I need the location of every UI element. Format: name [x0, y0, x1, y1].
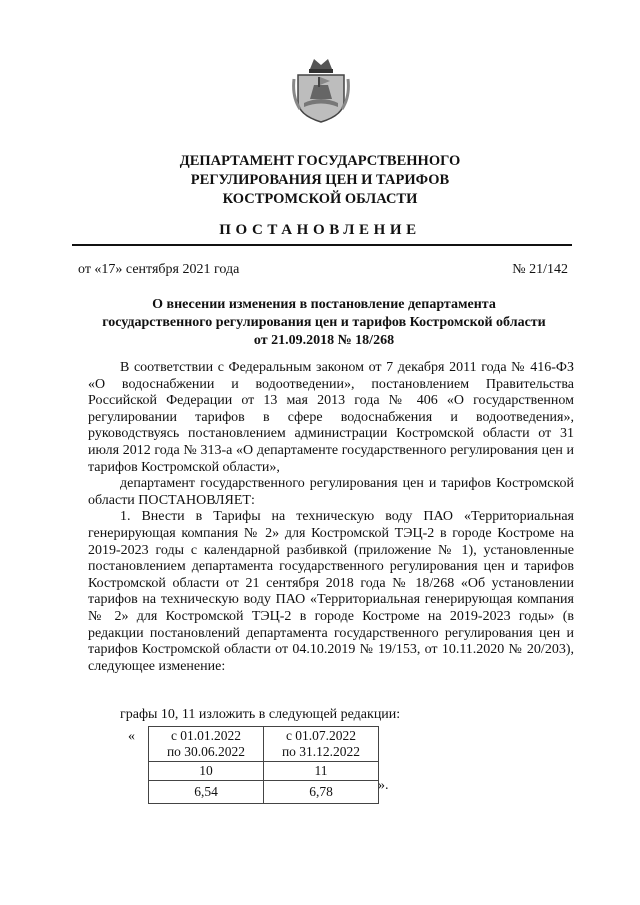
body-paragraph: департамент государственного регулирования цен и тарифов Костромской области ПОСТАНОВЛЯЕТ:: [88, 476, 574, 508]
subject-line: О внесении изменения в постановление департамента: [152, 297, 496, 312]
table-header-cell: [264, 727, 379, 762]
department-line: РЕГУЛИРОВАНИЯ ЦЕН И ТАРИФОВ: [190, 172, 450, 188]
tariff-value-cell: 6,78: [264, 781, 379, 804]
table-header-cell: [149, 727, 264, 762]
document-subject: [80, 296, 568, 350]
department-line: КОСТРОМСКОЙ ОБЛАСТИ: [222, 191, 418, 207]
column-number-cell: 10: [149, 762, 264, 781]
body-paragraph: 1. Внести в Тарифы на техническую воду ПАО «Территориальная генерирующая компания № 2» для Костромской ТЭЦ-2 в городе Костроме на 2019-2023 годы с календарной разбивкой (приложение № 1), установленные постановлением департамента государственного регулирования цен и тарифов Костромской области от 21 сентября 2018 года № 18/268 «Об установлении тарифов на техническую воду ПАО «Территориальная генерирующая компания № 2» для Костромской ТЭЦ-2 в городе Костроме на 2019-2023 годы» (в редакции постановлений департамента государственного регулирования цен и тарифов Костромской области от 04.10.2019 № 19/153, от 10.11.2020 № 20/203), следующее изменение:: [88, 509, 574, 674]
table-column-number-row: [149, 762, 379, 781]
period-end: по 30.06.2022: [166, 744, 246, 759]
document-body: [88, 360, 574, 675]
table-close-quote: ».: [378, 778, 389, 793]
period-start: с 01.01.2022: [170, 728, 242, 743]
tariff-value-cell: 6,54: [149, 781, 264, 804]
document-date: от «17» сентября 2021 года: [78, 262, 240, 277]
tariff-table: [148, 726, 379, 804]
body-paragraph: В соответствии с Федеральным законом от 7 декабря 2011 года № 416-ФЗ «О водоснабжении и водоотведении», постановлением Правительства Российской Федерации от 13 мая 2013 года № 406 «О государственном регулировании тарифов в сфере водоснабжения и водоотведения», руководствуясь постановлением администрации Костромской области от 31 июля 2012 года № 313-а «О департаменте государственного регулирования цен и тарифов Костромской области»,: [88, 360, 574, 475]
table-intro: графы 10, 11 изложить в следующей редакции:: [120, 707, 401, 722]
period-end: по 31.12.2022: [281, 744, 361, 759]
subject-line: от 21.09.2018 № 18/268: [253, 333, 395, 348]
table-open-quote: «: [128, 729, 135, 744]
table-value-row: [149, 781, 379, 804]
period-start: с 01.07.2022: [285, 728, 357, 743]
document-type: ПОСТАНОВЛЕНИЕ: [219, 222, 421, 238]
department-line: ДЕПАРТАМЕНТ ГОСУДАРСТВЕННОГО: [179, 153, 461, 169]
subject-line: государственного регулирования цен и тарифов Костромской области: [102, 315, 546, 330]
column-number-cell: 11: [264, 762, 379, 781]
department-name: [120, 152, 520, 209]
header-divider: [72, 244, 572, 246]
table-header-row: [149, 727, 379, 762]
kostroma-coat-of-arms-icon: [292, 55, 350, 125]
document-number: № 21/142: [512, 262, 568, 277]
